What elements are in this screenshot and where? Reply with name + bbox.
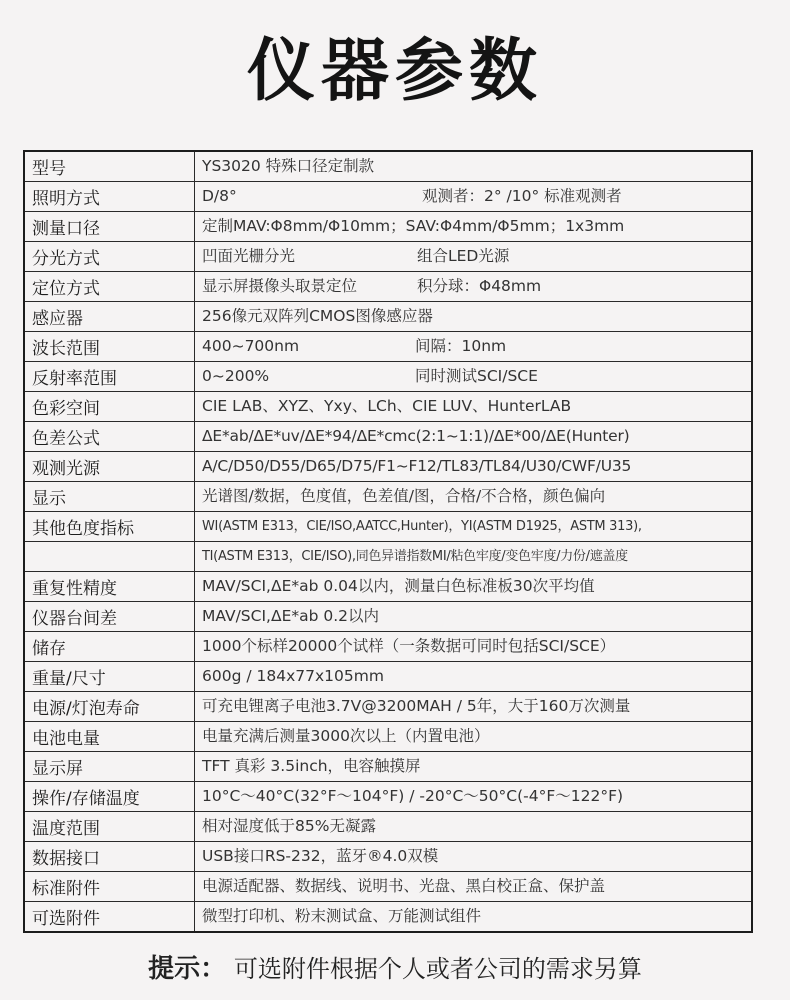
row-value-cell (195, 632, 753, 662)
row-value-secondary: 组合LED光源 (417, 247, 510, 265)
row-value: TFT 真彩 3.5inch，电容触摸屏 (202, 757, 421, 775)
row-label: 感应器 (24, 302, 195, 332)
row-label: 仪器台间差 (24, 602, 195, 632)
table-row (24, 572, 752, 602)
row-label: 照明方式 (24, 182, 195, 212)
row-value-cell (195, 602, 753, 632)
row-label: 重量/尺寸 (24, 662, 195, 692)
row-label: 储存 (24, 632, 195, 662)
row-value: 相对湿度低于85%无凝露 (202, 817, 376, 835)
table-row (24, 482, 752, 512)
row-value: TI(ASTM E313，CIE/ISO),同色异谱指数MI/粘色牢度/变色牢度/力份/遮盖度 (202, 549, 628, 564)
table-row (24, 452, 752, 482)
row-value: 0~200% (202, 367, 270, 385)
row-value-cell (195, 272, 753, 302)
table-row (24, 212, 752, 242)
row-label: 型号 (24, 151, 195, 182)
row-value-cell (195, 452, 753, 482)
row-value-cell (195, 482, 753, 512)
footer-note (0, 944, 790, 994)
row-label (24, 542, 195, 572)
table-row (24, 422, 752, 452)
row-value: ΔE*ab/ΔE*uv/ΔE*94/ΔE*cmc(2:1~1:1)/ΔE*00/ΔE(Hunter) (202, 427, 630, 445)
row-value: MAV/SCI,ΔE*ab 0.2以内 (202, 607, 380, 625)
row-value: 256像元双阵列CMOS图像感应器 (202, 307, 433, 325)
row-value: 显示屏摄像头取景定位 (202, 277, 358, 295)
row-label: 其他色度指标 (24, 512, 195, 542)
row-value-cell (195, 302, 753, 332)
table-row (24, 151, 752, 182)
row-label: 测量口径 (24, 212, 195, 242)
row-label: 定位方式 (24, 272, 195, 302)
row-value-secondary: 观测者：2° /10° 标准观测者 (422, 187, 622, 205)
row-label: 显示屏 (24, 752, 195, 782)
row-value: MAV/SCI,ΔE*ab 0.04以内，测量白色标准板30次平均值 (202, 577, 595, 595)
row-value-secondary: 同时测试SCI/SCE (415, 367, 538, 385)
row-value-cell (195, 392, 753, 422)
row-value-cell (195, 151, 753, 182)
row-value-cell (195, 722, 753, 752)
row-value: YS3020 特殊口径定制款 (202, 157, 375, 175)
row-value-cell (195, 872, 753, 902)
row-value-cell (195, 182, 753, 212)
table-row (24, 632, 752, 662)
table-row (24, 302, 752, 332)
table-row (24, 242, 752, 272)
row-label: 观测光源 (24, 452, 195, 482)
row-value-cell (195, 572, 753, 602)
table-row (24, 842, 752, 872)
table-row (24, 272, 752, 302)
row-label: 电源/灯泡寿命 (24, 692, 195, 722)
row-label: 重复性精度 (24, 572, 195, 602)
row-value: 电源适配器、数据线、说明书、光盘、黑白校正盒、保护盖 (202, 877, 606, 895)
row-value: 凹面光栅分光 (202, 247, 296, 265)
row-value: 光谱图/数据，色度值，色差值/图，合格/不合格，颜色偏向 (202, 487, 606, 505)
row-value: CIE LAB、XYZ、Yxy、LCh、CIE LUV、HunterLAB (202, 397, 572, 415)
row-label: 分光方式 (24, 242, 195, 272)
row-value-cell (195, 902, 753, 933)
row-value: USB接口RS-232，蓝牙®4.0双模 (202, 847, 439, 865)
row-label: 显示 (24, 482, 195, 512)
row-label: 色差公式 (24, 422, 195, 452)
row-value-secondary: 积分球：Φ48mm (417, 277, 542, 295)
row-value: 电量充满后测量3000次以上（内置电池） (202, 727, 490, 745)
table-row (24, 182, 752, 212)
row-value-cell (195, 242, 753, 272)
table-row (24, 392, 752, 422)
row-value-cell (195, 332, 753, 362)
row-value: 400~700nm (202, 337, 300, 355)
spec-table (23, 150, 753, 933)
table-row (24, 602, 752, 632)
row-value: 定制MAV:Φ8mm/Φ10mm；SAV:Φ4mm/Φ5mm；1x3mm (202, 217, 625, 235)
row-value: 10°C～40°C(32°F～104°F) / -20°C～50°C(-4°F～122°F) (202, 787, 624, 805)
table-row (24, 332, 752, 362)
row-value: WI(ASTM E313，CIE/ISO,AATCC,Hunter)，YI(ASTM D1925，ASTM 313), (202, 519, 642, 534)
table-row (24, 902, 752, 933)
row-label: 反射率范围 (24, 362, 195, 392)
note-text: 可选附件根据个人或者公司的需求另算 (233, 955, 642, 983)
table-row (24, 542, 752, 572)
row-value: 可充电锂离子电池3.7V@3200MAH / 5年，大于160万次测量 (202, 697, 631, 715)
row-value: D/8° (202, 187, 237, 205)
table-row (24, 362, 752, 392)
table-row (24, 722, 752, 752)
table-row (24, 752, 752, 782)
row-value-cell (195, 752, 753, 782)
table-row (24, 662, 752, 692)
note-label: 提示： (148, 954, 227, 984)
row-value-cell (195, 662, 753, 692)
page-title: 仪器参数 (246, 32, 543, 111)
row-value-cell (195, 212, 753, 242)
row-value-cell (195, 542, 753, 572)
table-row (24, 872, 752, 902)
row-label: 标准附件 (24, 872, 195, 902)
row-value-cell (195, 812, 753, 842)
row-value-cell (195, 782, 753, 812)
row-label: 波长范围 (24, 332, 195, 362)
row-value-cell (195, 512, 753, 542)
row-value: 1000个标样20000个试样（一条数据可同时包括SCI/SCE） (202, 637, 616, 655)
table-row (24, 782, 752, 812)
row-value: 微型打印机、粉末测试盒、万能测试组件 (202, 907, 482, 925)
row-label: 色彩空间 (24, 392, 195, 422)
table-row (24, 692, 752, 722)
row-label: 数据接口 (24, 842, 195, 872)
table-row (24, 512, 752, 542)
row-label: 操作/存储温度 (24, 782, 195, 812)
row-label: 温度范围 (24, 812, 195, 842)
row-value-cell (195, 362, 753, 392)
row-value: 600g / 184x77x105mm (202, 667, 384, 685)
row-label: 可选附件 (24, 902, 195, 933)
row-value-cell (195, 842, 753, 872)
row-value: A/C/D50/D55/D65/D75/F1~F12/TL83/TL84/U30/CWF/U35 (202, 457, 632, 475)
row-label: 电池电量 (24, 722, 195, 752)
table-row (24, 812, 752, 842)
row-value-secondary: 间隔：10nm (415, 337, 507, 355)
row-value-cell (195, 692, 753, 722)
row-value-cell (195, 422, 753, 452)
